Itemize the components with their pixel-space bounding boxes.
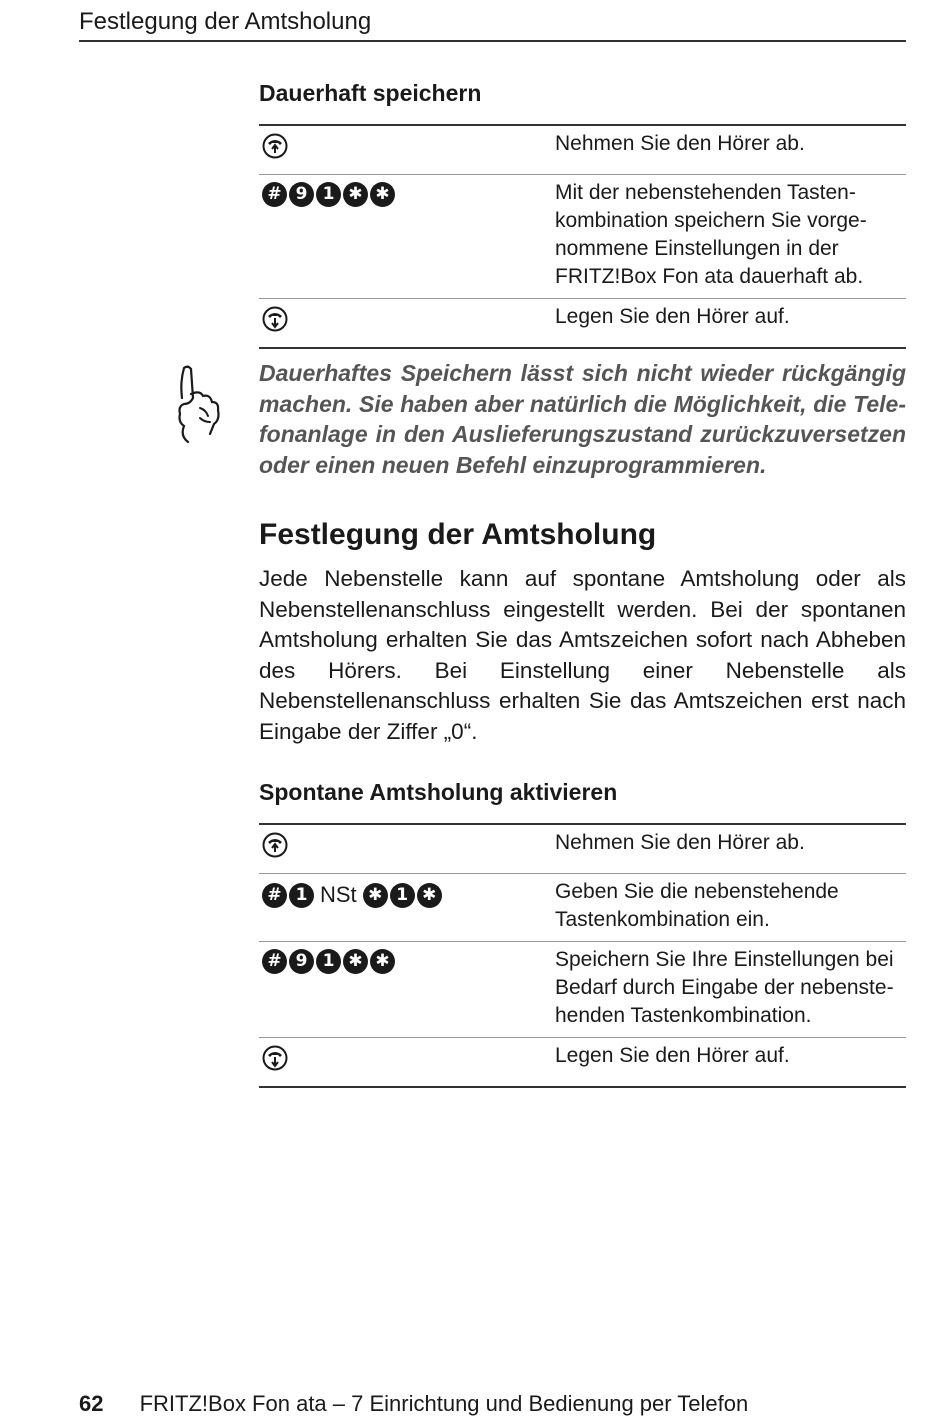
key-9: 9	[289, 182, 314, 207]
table-row	[259, 299, 906, 349]
step-text: Nehmen Sie den Hörer ab.	[555, 132, 805, 155]
table-row	[259, 942, 906, 1038]
key-star: ✱	[417, 883, 442, 908]
key-1: 1	[289, 883, 314, 908]
footer-text: FRITZ!Box Fon ata – 7 Einrichtung und Bedienung per Telefon	[139, 1391, 749, 1416]
table-row	[259, 175, 906, 299]
table-row	[259, 125, 906, 175]
key-star: ✱	[370, 182, 395, 207]
table-row	[259, 874, 906, 942]
pointing-hand-icon	[170, 364, 230, 450]
subsection-title: Dauerhaft speichern	[259, 80, 482, 106]
key-1: 1	[316, 182, 341, 207]
page-number: 62	[79, 1391, 104, 1416]
handset-hangup-icon	[262, 306, 288, 332]
page-footer	[79, 1390, 748, 1418]
key-1: 1	[390, 883, 415, 908]
handset-hangup-icon	[262, 1045, 288, 1071]
key-1: 1	[316, 949, 341, 974]
step-text: Nehmen Sie den Hörer ab.	[555, 831, 805, 854]
key-9: 9	[289, 949, 314, 974]
note-text: Dauerhaftes Speichern lässt sich nicht wieder rückgängig machen. Sie haben aber natürlich die Möglichkeit, die Telefonanlage in den Auslieferungszustand zurückzuversetzen oder einen neuen Befehl einzuprogrammieren.	[259, 360, 906, 478]
key-sequence	[262, 182, 395, 207]
body-paragraph: Jede Nebenstelle kann auf spontane Amtsholung oder als Nebenstellenanschluss eingestellt werden. Bei der spontanen Amtsholung erhalten Sie das Amtszeichen sofort nach Abheben des Hörers. Bei Einstellung einer Nebenstelle als Nebenstellenanschluss erhalten Sie das Amtszeichen erst nach Eingabe der Ziffer „0“.	[259, 566, 906, 744]
step-text: Mit der nebenstehenden Tastenkombination speichern Sie vorgenommene Einstellungen in der FRITZ!Box Fon ata dauerhaft ab.	[555, 181, 867, 288]
section-title: Festlegung der Amtsholung	[259, 518, 657, 551]
section-dauerhaft-speichern	[259, 78, 906, 349]
extension-label: NSt	[320, 882, 357, 907]
table-row	[259, 1038, 906, 1088]
key-star: ✱	[343, 182, 368, 207]
step-text: Legen Sie den Hörer auf.	[555, 1044, 790, 1067]
steps-table	[259, 823, 906, 1088]
section-spontane-amtsholung	[259, 777, 906, 1088]
key-hash: #	[262, 883, 287, 908]
key-star: ✱	[343, 949, 368, 974]
key-star: ✱	[363, 883, 388, 908]
table-row	[259, 824, 906, 874]
subsection-title: Spontane Amtsholung aktivieren	[259, 779, 618, 805]
handset-lift-icon	[262, 832, 288, 858]
key-star: ✱	[370, 949, 395, 974]
step-text: Speichern Sie Ihre Einstellungen bei Bedarf durch Eingabe der nebenstehenden Tastenkombination.	[555, 948, 894, 1027]
key-hash: #	[262, 182, 287, 207]
step-text: Geben Sie die nebenstehende Tastenkombination ein.	[555, 880, 839, 931]
handset-lift-icon	[262, 133, 288, 159]
step-text: Legen Sie den Hörer auf.	[555, 305, 790, 328]
key-sequence	[262, 949, 395, 974]
steps-table	[259, 124, 906, 349]
key-hash: #	[262, 949, 287, 974]
running-header: Festlegung der Amtsholung	[79, 6, 906, 42]
key-sequence	[262, 881, 442, 909]
